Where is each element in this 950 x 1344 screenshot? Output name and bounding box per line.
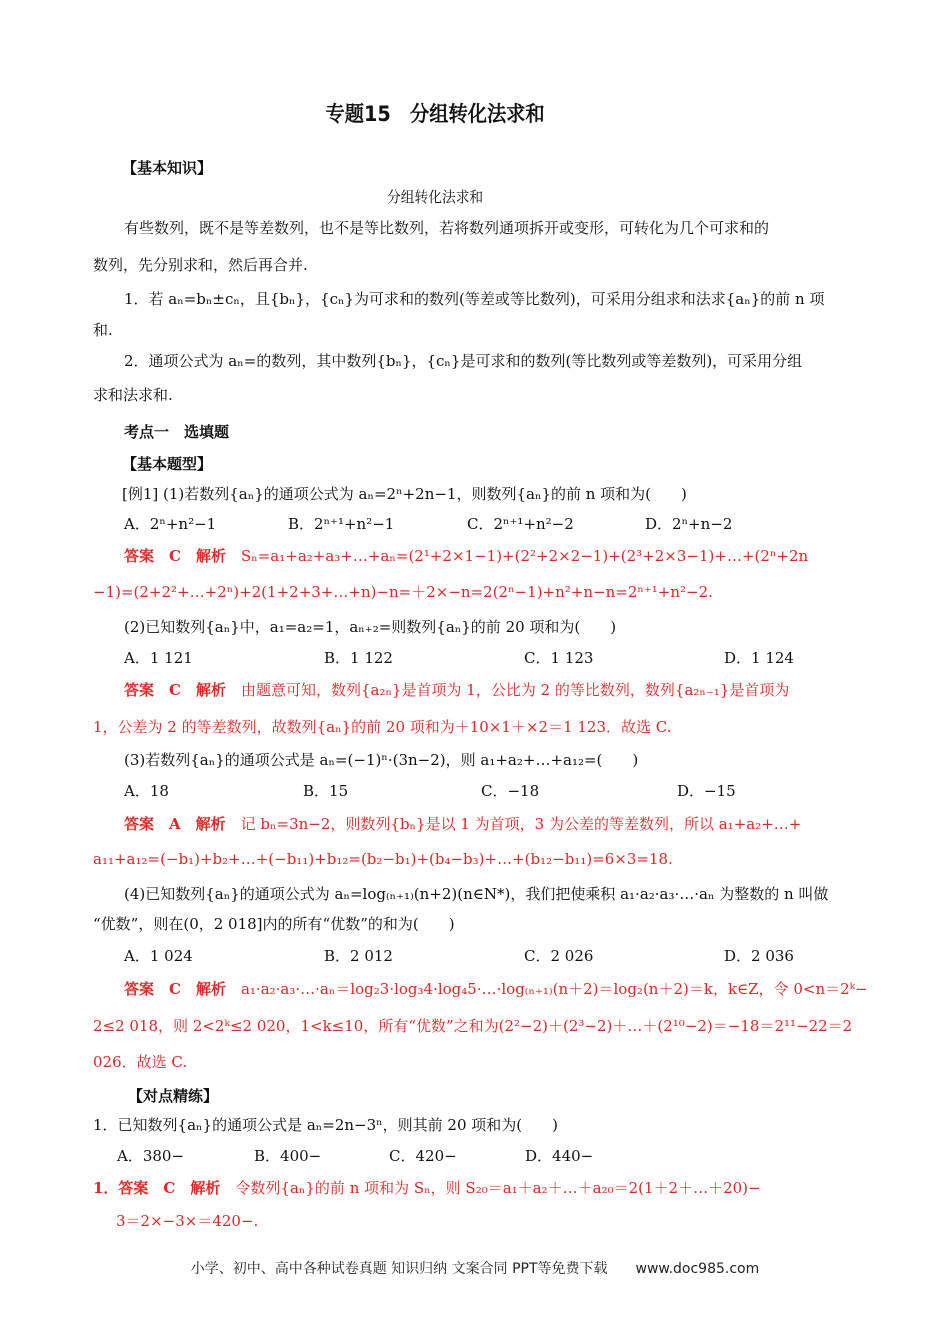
option-d: D．440− <box>525 1147 594 1165</box>
basic-knowledge-heading: 【基本知识】 <box>122 159 213 177</box>
example3-options <box>124 781 844 801</box>
example3-question: (3)若数列{aₙ}的通项公式是 aₙ=(−1)ⁿ·(3n−2)，则 a₁+a₂+…+a₁₂=( ) <box>124 751 639 769</box>
example4-answer-line-3: 026．故选 C. <box>93 1053 188 1071</box>
option-a: A．18 <box>124 782 169 800</box>
example4-options <box>124 946 844 966</box>
option-c: C．2ⁿ⁺¹+n²−2 <box>467 515 574 533</box>
option-d: D．−15 <box>677 782 736 800</box>
practice-heading: 【对点精练】 <box>128 1087 219 1105</box>
option-c: C．−18 <box>481 782 540 800</box>
example1-answer-line-1 <box>124 546 808 566</box>
answer-label: 答案 C 解析 <box>124 681 226 699</box>
answer-label: 答案 A 解析 <box>124 815 226 833</box>
answer-text: 令数列{aₙ}的前 n 项和为 Sₙ，则 S₂₀＝a₁＋a₂＋…＋a₂₀＝2(1＋2＋…＋20)− <box>235 1179 761 1197</box>
rule1-line-2: 和. <box>93 321 113 339</box>
example1-answer-line-2: −1)=(2+2²+…+2ⁿ)+2(1+2+3+…+n)−n=＋2×−n=2(2ⁿ−1)+n²+n−n=2ⁿ⁺¹+n²−2. <box>93 583 713 601</box>
answer-text: Sₙ=a₁+a₂+a₃+…+aₙ=(2¹+2×1−1)+(2²+2×2−1)+(2³+2×3−1)+…+(2ⁿ+2n <box>240 547 809 565</box>
basic-type-heading: 【基本题型】 <box>122 455 213 473</box>
point1-heading: 考点一 选填题 <box>124 423 230 441</box>
example2-answer-line-2: 1，公差为 2 的等差数列，故数列{aₙ}的前 20 项和为＋10×1＋×2＝1 123．故选 C. <box>93 718 672 736</box>
option-c: C．420− <box>389 1147 457 1165</box>
option-d: D．2 036 <box>724 947 794 965</box>
page-title: 专题15 分组转化法求和 <box>325 102 545 126</box>
option-b: B．1 122 <box>324 649 393 667</box>
option-d: D．2ⁿ+n−2 <box>645 515 733 533</box>
option-b: B．2 012 <box>324 947 393 965</box>
intro-line-2: 数列，先分别求和，然后再合并. <box>93 256 308 274</box>
rule2-line-2: 求和法求和. <box>93 386 173 404</box>
answer-label: 1．答案 C 解析 <box>93 1179 221 1197</box>
intro-line-1: 有些数列，既不是等差数列，也不是等比数列，若将数列通项拆开或变形，可转化为几个可求和的 <box>124 219 770 237</box>
example1-question: [例1] (1)若数列{aₙ}的通项公式为 aₙ=2ⁿ+2n−1，则数列{aₙ}的前 n 项和为( ) <box>122 485 687 503</box>
practice1-answer-line-2: 3＝2×−3×＝420−. <box>116 1212 259 1230</box>
answer-text: 记 bₙ=3n−2，则数列{bₙ}是以 1 为首项，3 为公差的等差数列，所以 a₁+a₂+…+ <box>240 815 802 833</box>
option-a: A．1 024 <box>124 947 193 965</box>
page-footer: 小学、初中、高中各种试卷真题 知识归纳 文案合同 PPT等免费下载 www.doc985.com <box>190 1261 760 1277</box>
example4-answer-line-2: 2≤2 018，则 2<2ᵏ≤2 020，1<k≤10，所有“优数”之和为(2²−2)＋(2³−2)＋…＋(2¹⁰−2)＝−18＝2¹¹−22＝2 <box>93 1017 853 1035</box>
option-a: A．380− <box>117 1147 185 1165</box>
practice1-answer-line-1 <box>93 1178 761 1198</box>
option-b: B．400− <box>254 1147 322 1165</box>
example2-answer-line-1 <box>124 680 789 700</box>
example4-answer-line-1 <box>124 979 868 999</box>
rule2-line-1: 2．通项公式为 aₙ=的数列，其中数列{bₙ}，{cₙ}是可求和的数列(等比数列或等差数列)，可采用分组 <box>124 352 803 370</box>
option-b: B．2ⁿ⁺¹+n²−1 <box>288 515 395 533</box>
practice1-question: 1．已知数列{aₙ}的通项公式是 aₙ=2n−3ⁿ，则其前 20 项和为( ) <box>93 1116 558 1134</box>
basic-knowledge-subheading: 分组转化法求和 <box>386 188 484 206</box>
example3-answer-line-2: a₁₁+a₁₂=(−b₁)+b₂+…+(−b₁₁)+b₁₂=(b₂−b₁)+(b₄−b₃)+…+(b₁₂−b₁₁)=6×3=18. <box>93 850 673 868</box>
answer-text: a₁·a₂·a₃·…·aₙ＝log₂3·log₃4·log₄5·…·log₍ₙ₊₁₎(n＋2)＝log₂(n＋2)＝k，k∈Z，令 0<n＝2ᵏ− <box>240 980 868 998</box>
option-c: C．2 026 <box>524 947 594 965</box>
rule1-line-1: 1．若 aₙ=bₙ±cₙ，且{bₙ}，{cₙ}为可求和的数列(等差或等比数列)，可采用分组求和法求{aₙ}的前 n 项 <box>124 290 825 308</box>
option-c: C．1 123 <box>524 649 594 667</box>
example2-options <box>124 648 844 668</box>
practice1-options <box>117 1146 837 1166</box>
answer-label: 答案 C 解析 <box>124 980 226 998</box>
example4-question-line-1: (4)已知数列{aₙ}的通项公式为 aₙ=log₍ₙ₊₁₎(n+2)(n∈N*)，我们把使乘积 a₁·a₂·a₃·…·aₙ 为整数的 n 叫做 <box>124 885 829 903</box>
option-a: A．2ⁿ+n²−1 <box>124 515 217 533</box>
example3-answer-line-1 <box>124 814 801 834</box>
option-b: B．15 <box>303 782 349 800</box>
option-a: A．1 121 <box>124 649 193 667</box>
example1-options <box>124 514 844 534</box>
example4-question-line-2: “优数”，则在(0，2 018]内的所有“优数”的和为( ) <box>93 915 455 933</box>
answer-text: 由题意可知，数列{a₂ₙ}是首项为 1，公比为 2 的等比数列，数列{a₂ₙ₋₁}是首项为 <box>240 681 790 699</box>
answer-label: 答案 C 解析 <box>124 547 226 565</box>
example2-question: (2)已知数列{aₙ}中，a₁=a₂=1，aₙ₊₂=则数列{aₙ}的前 20 项和为( ) <box>124 618 617 636</box>
option-d: D．1 124 <box>724 649 794 667</box>
